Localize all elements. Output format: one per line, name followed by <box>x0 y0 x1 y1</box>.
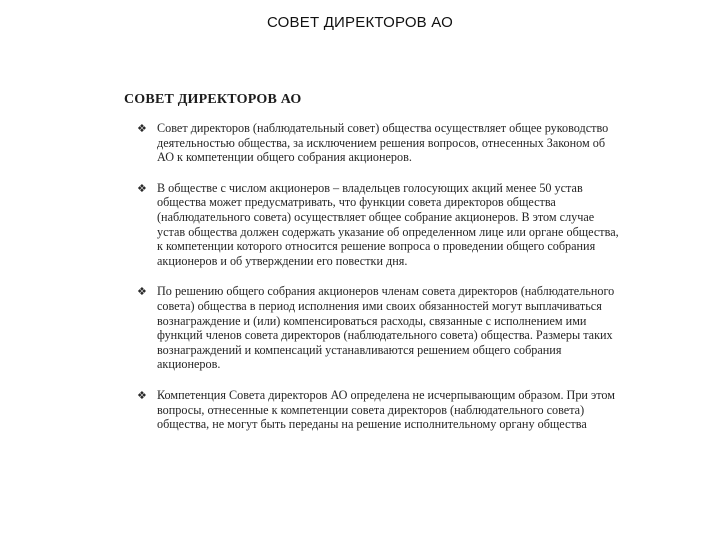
document-heading: СОВЕТ ДИРЕКТОРОВ АО <box>124 92 302 107</box>
bullet-list <box>124 121 624 432</box>
diamond-bullet-icon: ❖ <box>137 388 147 402</box>
diamond-bullet-icon: ❖ <box>137 122 147 135</box>
diamond-bullet-icon: ❖ <box>137 181 147 195</box>
document-image <box>124 92 624 448</box>
bullet-text: В обществе с числом акционеров – владельцев голосующих акций менее 50 устав общества может предусматривать, что функции совета директоров общества (наблюдательного совета) осуществляет общее собрание акционеров. В этом случае устав общества должен содержать указание об определенном лице или органе общества, к компетенции которого относится решение вопроса о проведении общего собрания акционеров и об утверждении его повестки дня. <box>157 180 619 268</box>
bullet-text: Компетенция Совета директоров АО определена не исчерпывающим образом. При этом вопросы, отнесенные к компетенции совета директоров (наблюдательного совета) общества, не могут быть переданы на решение исполнительному органу общества <box>157 387 615 432</box>
bullet-text: Совет директоров (наблюдательный совет) общества осуществляет общее руководство деятельностью общества, за исключением решения вопросов, отнесенных Законом об АО к компетенции общего собрания акционеров. <box>157 121 609 165</box>
page-title: СОВЕТ ДИРЕКТОРОВ АО <box>266 14 453 31</box>
list-item <box>124 388 624 432</box>
list-item <box>124 181 624 269</box>
list-item <box>124 121 624 165</box>
bullet-text: По решению общего собрания акционеров членам совета директоров (наблюдательного совета) общества в период исполнения ими своих обязанностей могут выплачиваться вознаграждение и (или) компенсироваться расходы, связанные с исполнением ими функций членов совета директоров (наблюдательного совета) общества. Размеры таких вознаграждений и компенсаций устанавливаются решением общего собрания акционеров. <box>157 284 615 372</box>
list-item <box>124 284 624 372</box>
diamond-bullet-icon: ❖ <box>137 285 147 299</box>
